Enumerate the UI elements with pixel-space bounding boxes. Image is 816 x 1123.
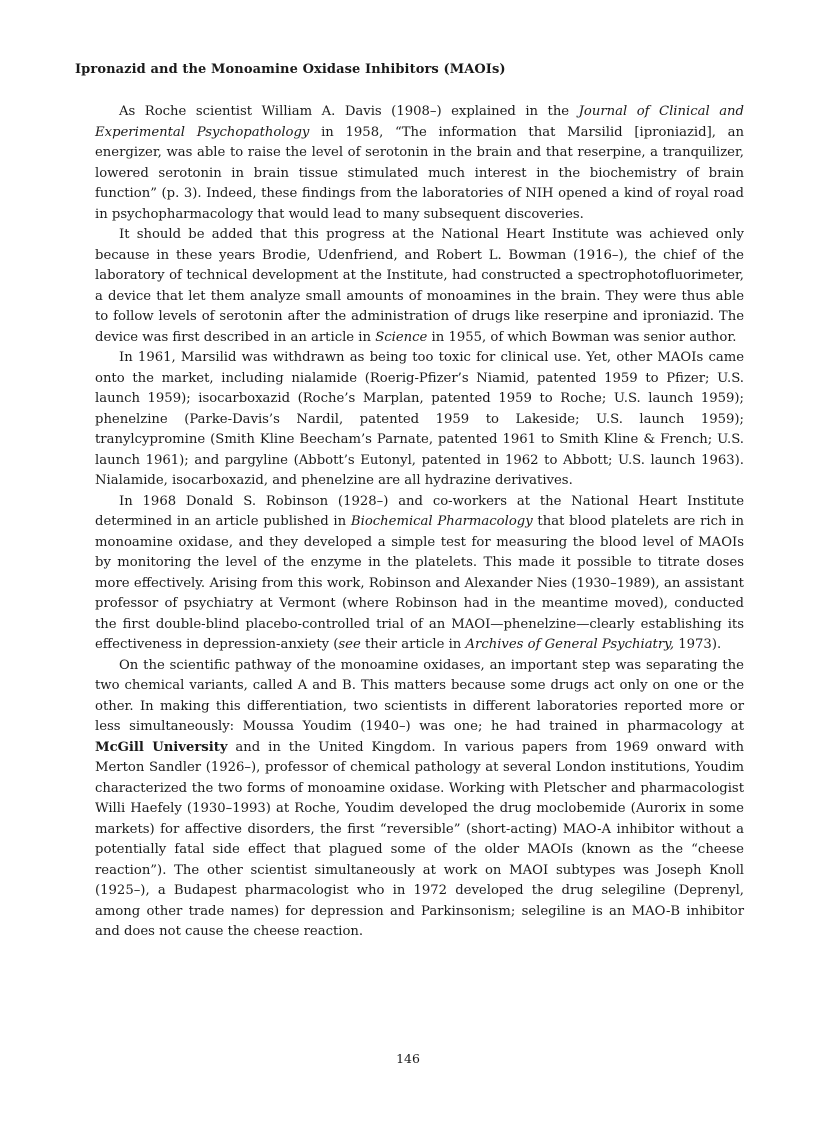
paragraph-4 [95, 492, 744, 656]
paragraph-1 [95, 102, 744, 225]
text-run: that blood platelets are rich in monoamine oxidase, and they developed a simple test for measuring the blood level of MAOIs by monitoring the level of the enzyme in the platelets. This made it possible to titrate doses more effectively. Arising from this work, Robinson and Alexander Nies (1930–1989), an assistant professor of psychiatry at Vermont (where Robinson had in the meantime moved), conducted the first double-blind placebo-controlled trial of an MAOI—phenelzine—clearly establishing its effectiveness in depression-anxiety ( [95, 514, 744, 652]
text-run: in 1955, of which Bowman was senior author. [427, 329, 737, 345]
bold-text: McGill University [95, 739, 228, 755]
running-head: Ipronazid and the Monoamine Oxidase Inhibitors (MAOIs) [75, 62, 506, 77]
italic-text: Science [375, 329, 428, 345]
text-run: 1973). [674, 637, 722, 652]
text-run: and in the United Kingdom. In various papers from 1969 onward with Merton Sandler (1926–), professor of chemical pathology at several London institutions, Youdim characterized the two forms of monoamine oxidase. Working with Pletscher and pharmacologist Willi Haefely (1930–1993) at Roche, Youdim developed the drug moclobemide (Aurorix in some markets) for affective disorders, the first “reversible” (short-acting) MAO-A inhibitor without a potentially fatal side effect that plagued some of the older MAOIs (known as the “cheese reaction”). The other scientist simultaneously at work on MAOI subtypes was Joseph Knoll (1925–), a Budapest pharmacologist who in 1972 developed the drug selegiline (Deprenyl, among other trade names) for depression and Parkinsonism; selegiline is an MAO-B inhibitor and does not cause the cheese reaction. [95, 739, 744, 939]
body-text [95, 102, 744, 943]
text-run: their article in [360, 637, 466, 652]
paragraph-5 [95, 656, 744, 943]
italic-text: Archives of General Psychiatry, [465, 637, 675, 652]
text-run: As Roche scientist William A. Davis (1908–) explained in the [119, 104, 579, 119]
italic-text: Biochemical Pharmacology [350, 514, 533, 529]
paragraph-2 [95, 225, 744, 348]
italic-text: see [338, 637, 361, 652]
italic-text: Journal of Clinical and Experimental Psychopathology [95, 104, 744, 140]
page-number: 146 [396, 1051, 420, 1066]
paragraph-3 [95, 348, 744, 492]
text-run: On the scientific pathway of the monoamine oxidases, an important step was separating the two chemical variants, called A and B. This matters because some drugs act only on one or the other. In making this differentiation, two scientists in different laboratories reported more or less simultaneously: Moussa Youdim (1940–) was one; he had trained in pharmacology at [95, 657, 744, 734]
text-run: In 1961, Marsilid was withdrawn as being too toxic for clinical use. Yet, other MAOIs came onto the market, including nialamide (Roerig-Pfizer’s Niamid, patented 1959 to Pfizer; U.S. launch 1959); isocarboxazid (Roche’s Marplan, patented 1959 to Roche; U.S. launch 1959); phenelzine (Parke-Davis’s Nardil, patented 1959 to Lakeside; U.S. launch 1959); tranylcypromine (Smith Kline Beecham’s Parnate, patented 1961 to Smith Kline & French; U.S. launch 1961); and pargyline (Abbott’s Eutonyl, patented in 1962 to Abbott; U.S. launch 1963). Nialamide, isocarboxazid, and phenelzine are all hydrazine derivatives. [95, 350, 744, 488]
text-run: In 1968 Donald S. Robinson (1928–) and co-workers at the National Heart Institute determined in an article published in [95, 493, 744, 529]
text-run: It should be added that this progress at the National Heart Institute was achieved only because in these years Brodie, Udenfriend, and Robert L. Bowman (1916–), the chief of the laboratory of technical development at the Institute, had constructed a spectrophotofluorimeter, a device that let them analyze small amounts of monoamines in the brain. They were thus able to follow levels of serotonin after the administration of drugs like reserpine and iproniazid. The device was first described in an article in [95, 227, 744, 345]
text-run: in 1958, “The information that Marsilid [iproniazid], an energizer, was able to raise the level of serotonin in the brain and that reserpine, a tranquilizer, lowered serotonin in brain tissue stimulated much interest in the biochemistry of brain function” (p. 3). Indeed, these findings from the laboratories of NIH opened a kind of royal road in psychopharmacology that would lead to many subsequent discoveries. [95, 124, 744, 222]
